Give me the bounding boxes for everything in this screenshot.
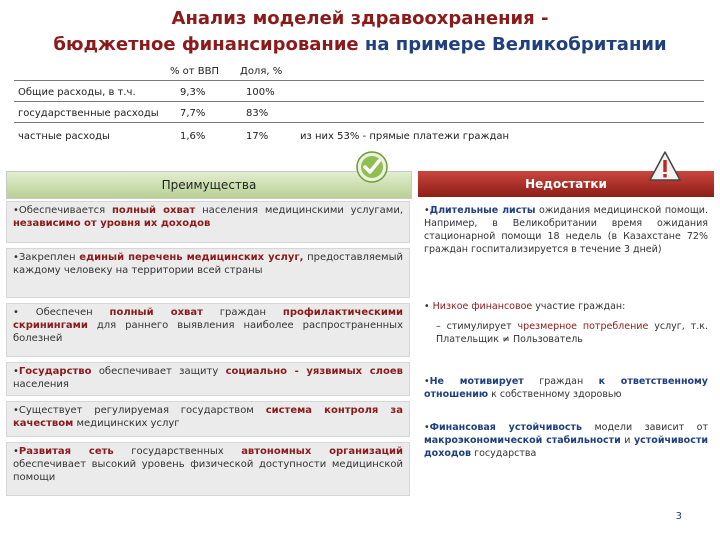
text: • [13,446,19,457]
page-title-line-2 [0,34,720,55]
row-gdp: 1,6% [180,131,206,142]
text-highlight: Низкое финансовое [432,301,533,312]
table-row [0,87,720,107]
table-row [0,131,720,151]
table-row [0,108,720,128]
text-highlight: Финансовая устойчивость [429,422,583,433]
table-divider [14,101,704,102]
advantage-item [6,201,410,243]
text: • [424,301,433,312]
text: •Обеспечивается [13,205,112,216]
checkmark-icon [356,151,388,183]
advantage-item [6,401,410,437]
text-highlight: профилактическими скринингами [13,307,403,331]
text-highlight: Длительные листы [429,205,536,216]
text: ожидания медицинской помощи. Например, в Великобритании время ожидания стационарной помощи 18 недель (в Казахстане 72% граждан госпитализируется в течение 3 дней) [424,205,708,255]
text: модели зависит от [582,422,709,433]
row-label: государственные расходы [18,108,159,119]
text: медицинских услуг [73,418,180,429]
page-title-line-1: Анализ моделей здравоохранения - [171,8,549,29]
text-highlight: к ответственному отношению [424,376,708,400]
text: • [424,205,430,216]
row-share: 17% [246,131,269,142]
advantage-item [6,248,410,298]
text: • [13,366,19,377]
row-share: 83% [246,108,269,119]
text-highlight: автономных организаций [241,446,403,457]
row-gdp: 7,7% [180,108,206,119]
text-highlight: Не мотивирует [429,376,524,387]
text: государства [471,448,537,459]
text: услуг, т.к. Плательщик ≠ Пользователь [436,321,708,345]
advantages-header [6,171,412,199]
text-highlight: единый перечень медицинских услуг, [79,252,304,263]
text: обеспечивает защиту [91,366,226,377]
title-uk-text: на примере Великобритании [358,34,667,55]
advantages-header-label: Преимущества [161,178,257,192]
text: обеспечивает высокий уровень физической доступности медицинской помощи [13,459,403,483]
disadvantage-item [430,320,714,346]
advantage-item [6,442,410,496]
disadvantages-header-label: Недостатки [525,177,607,191]
text: предоставляемый каждому человеку на территории всей страны [13,252,403,276]
text: •Существует регулируемая государством [13,405,266,416]
advantage-item [6,362,410,396]
text-highlight: Государство [18,366,92,377]
text: • Обеспечен [13,307,110,318]
warning-icon [648,150,682,182]
text-highlight: независимо от уровня их доходов [13,218,211,229]
table-header-share: Доля, % [240,66,283,77]
table-header-gdp: % от ВВП [170,66,220,77]
row-label: частные расходы [18,131,110,142]
text: участие граждан: [532,301,626,312]
text: населения [13,379,69,390]
text: •Закреплен [13,252,80,263]
text: и [620,435,634,446]
table-divider [14,80,704,81]
disadvantage-item [418,204,714,256]
text-highlight: макроэкономической стабильности [424,435,621,446]
title-funding-text: бюджетное финансирование [53,34,359,55]
text: для раннего выявления наиболее распространенных болезней [13,320,403,344]
disadvantage-item [418,300,714,313]
text: граждан [202,307,283,318]
row-label: Общие расходы, в т.ч. [18,87,136,98]
table-divider [14,122,704,123]
text-highlight: полный охват [109,307,203,318]
advantage-item [6,303,410,357]
row-share: 100% [246,87,275,98]
text: • [424,422,430,433]
text: граждан [523,376,599,387]
text-highlight: полный охват [112,205,196,216]
row-gdp: 9,3% [180,87,206,98]
text: населения медицинскими услугами, [195,205,403,216]
text: к собственному здоровью [488,389,622,400]
text-highlight: устойчивости доходов [424,435,708,459]
text-highlight: система контроля за качеством [13,405,403,429]
row-note: из них 53% - прямые платежи граждан [300,131,510,142]
text-highlight: социально - уязвимых слоев [225,366,403,377]
text-highlight: Развитая сеть [18,446,114,457]
text-highlight: чрезмерное потребление [517,321,649,332]
disadvantage-item [418,375,714,401]
page-number: 3 [675,511,682,522]
text: государственных [113,446,242,457]
text: – стимулирует [436,321,518,332]
disadvantage-item [418,421,714,460]
text: • [424,376,430,387]
